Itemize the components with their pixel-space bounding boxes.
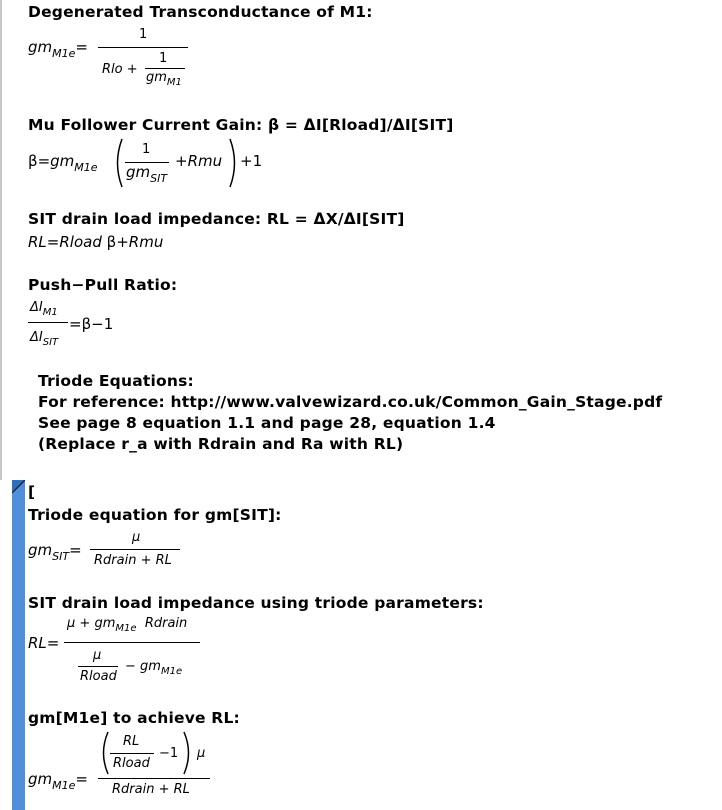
equals-sign: = [46, 233, 60, 251]
sub-m1: M1 [42, 307, 58, 318]
inner-fraction-bar [110, 753, 154, 754]
equals-sign: = [75, 770, 88, 788]
sub-m1e: M1e [160, 666, 183, 677]
plus-sign: + [79, 616, 91, 631]
equals-sign: = [37, 152, 51, 170]
section-title-sit-load-triode: SIT drain load impedance using triode parameters: [28, 594, 484, 612]
collapse-triangle-icon [12, 480, 25, 493]
var-rmu: Rmu [128, 233, 164, 251]
right-paren [182, 730, 194, 776]
equals-sign: = [69, 541, 82, 559]
var-delta-i: ΔI [30, 330, 43, 345]
region-open-bracket: [ [28, 483, 36, 501]
var-gm: gm [28, 770, 53, 788]
fraction-bar [90, 549, 180, 550]
var-mu: μ [93, 648, 102, 663]
notes-line-2-reference[interactable]: For reference: http://www.valvewizard.co.uk/Common_Gain_Stage.pdf [38, 393, 663, 411]
region-bracket-bar[interactable] [12, 480, 25, 810]
minus-one: −1 [159, 746, 179, 761]
sub-m1e: M1e [52, 47, 76, 60]
section-title-mu-follower-gain: Mu Follower Current Gain: β = ΔI[Rload]/ΔI[SIT] [28, 116, 454, 134]
var-gm: gm [146, 70, 167, 85]
var-mu: μ [67, 616, 76, 631]
var-rdrain: Rdrain [94, 553, 137, 568]
sub-m1: M1 [166, 77, 182, 88]
notes-line-4: (Replace r_a with Rdrain and Ra with RL) [38, 435, 404, 453]
fraction-bar [28, 322, 68, 323]
section-title-sit-drain-load: SIT drain load impedance: RL = ΔX/ΔI[SIT] [28, 210, 405, 228]
inner-fraction-bar [145, 68, 185, 69]
fraction-bar [64, 642, 200, 643]
var-rl: RL [28, 634, 47, 652]
var-beta: β [81, 315, 92, 333]
notes-line-3: See page 8 equation 1.1 and page 28, equation 1.4 [38, 414, 496, 432]
left-paren [112, 137, 124, 189]
sub-m1e: M1e [52, 779, 76, 792]
fraction-bar [98, 778, 210, 779]
var-rl: RL [155, 553, 172, 568]
equation-rl[interactable] [28, 233, 163, 251]
var-rdrain: Rdrain [144, 616, 188, 631]
minus-sign: − [125, 659, 136, 674]
plus-one: +1 [240, 152, 263, 170]
plus-sign: + [175, 152, 188, 170]
section-title-degenerated-transconductance: Degenerated Transconductance of M1: [28, 3, 373, 21]
var-beta: β [106, 233, 117, 251]
var-beta: β [28, 152, 38, 170]
var-rdrain: Rdrain [112, 782, 155, 797]
equals-sign: = [46, 634, 60, 652]
var-mu: μ [132, 530, 141, 545]
var-rload: Rload [59, 233, 102, 251]
sub-m1e: M1e [74, 161, 98, 174]
var-rmu: Rmu [187, 152, 223, 170]
var-rl: RL [28, 233, 47, 251]
var-gm: gm [140, 659, 161, 674]
region-collapse-toggle[interactable] [12, 480, 25, 493]
sub-sit: SIT [150, 172, 168, 185]
minus-one: −1 [91, 315, 114, 333]
equals-sign: = [69, 315, 82, 333]
inner-fraction-bar [78, 666, 118, 667]
var-gm: gm [28, 541, 53, 559]
plus-sign: + [140, 553, 152, 568]
sub-sit: SIT [52, 550, 70, 563]
var-rl: RL [123, 734, 140, 749]
equals-sign: = [75, 38, 88, 56]
fraction-bar [98, 47, 188, 48]
var-gm: gm [50, 152, 75, 170]
var-rload: Rload [80, 669, 117, 684]
var-delta-i: ΔI [30, 300, 43, 315]
right-paren [228, 137, 240, 189]
var-gm: gm [126, 163, 151, 181]
numerator-one: 1 [142, 142, 151, 157]
var-rlo: Rlo [102, 62, 123, 77]
var-gm: gm [94, 616, 116, 631]
plus-sign: + [126, 62, 138, 77]
numerator-one: 1 [139, 27, 148, 42]
notes-line-1: Triode Equations: [38, 372, 194, 390]
section-title-triode-gm-sit: Triode equation for gm[SIT]: [28, 506, 282, 524]
sub-sit: SIT [42, 337, 59, 348]
plus-sign: + [116, 233, 129, 251]
sub-m1e: M1e [115, 623, 137, 634]
left-paren [98, 730, 110, 776]
var-mu: μ [197, 746, 206, 761]
var-rload: Rload [113, 756, 150, 771]
var-gm: gm [28, 38, 53, 56]
plus-sign: + [158, 782, 170, 797]
inner-numerator-one: 1 [159, 51, 168, 66]
section-title-push-pull: Push−Pull Ratio: [28, 276, 178, 294]
var-rl: RL [173, 782, 190, 797]
left-gutter [0, 0, 2, 480]
section-title-gm-m1e-target: gm[M1e] to achieve RL: [28, 709, 240, 727]
